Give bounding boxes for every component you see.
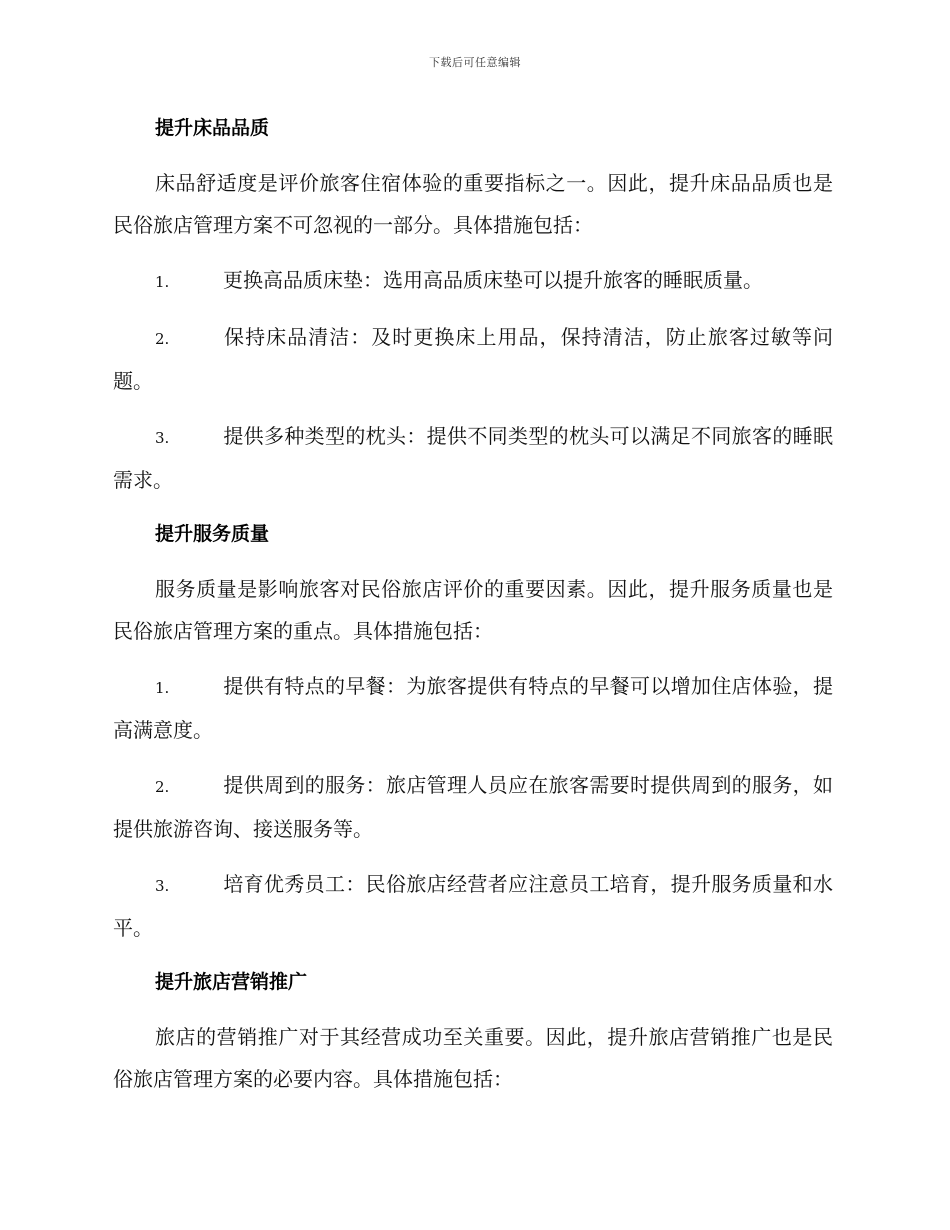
list-item-number: 1. [155, 679, 170, 697]
list-item [113, 764, 833, 850]
section-intro: 服务质量是影响旅客对民俗旅店评价的重要因素。因此，提升服务质量也是民俗旅店管理方案的重点。具体措施包括： [113, 577, 833, 643]
list-item-text: 保持床品清洁：及时更换床上用品，保持清洁，防止旅客过敏等问题。 [113, 325, 833, 393]
section-service-quality [113, 514, 833, 949]
list-item-number: 2. [155, 778, 170, 796]
section-intro: 床品舒适度是评价旅客住宿体验的重要指标之一。因此，提升床品品质也是民俗旅店管理方案不可忽视的一部分。具体措施包括： [113, 171, 833, 237]
section-bedding-quality [113, 108, 833, 501]
list-item-text: 提供多种类型的枕头：提供不同类型的枕头可以满足不同旅客的睡眠需求。 [113, 424, 833, 492]
list-item [113, 665, 833, 751]
list-item-number: 3. [155, 429, 170, 447]
section-intro: 旅店的营销推广对于其经营成功至关重要。因此，提升旅店营销推广也是民俗旅店管理方案的必要内容。具体措施包括： [113, 1025, 833, 1091]
list-item-number: 3. [155, 877, 170, 895]
document-body [113, 108, 833, 1113]
list-item-text: 培育优秀员工：民俗旅店经营者应注意员工培育，提升服务质量和水平。 [113, 872, 833, 940]
page-header-note: 下载后可任意编辑 [429, 56, 521, 69]
list-item-text: 提供有特点的早餐：为旅客提供有特点的早餐可以增加住店体验，提高满意度。 [113, 674, 833, 742]
section-marketing [113, 962, 833, 1100]
list-item-text: 提供周到的服务：旅店管理人员应在旅客需要时提供周到的服务，如提供旅游咨询、接送服务等。 [113, 773, 833, 841]
section-heading: 提升床品品质 [155, 117, 270, 139]
list-item-number: 2. [155, 330, 170, 348]
list-item [113, 316, 833, 402]
section-heading: 提升服务质量 [155, 523, 270, 545]
list-item [113, 415, 833, 501]
list-item-number: 1. [155, 273, 170, 291]
list-item [113, 863, 833, 949]
list-item [113, 259, 833, 303]
list-item-text: 更换高品质床垫：选用高品质床垫可以提升旅客的睡眠质量。 [223, 268, 763, 292]
section-heading: 提升旅店营销推广 [155, 971, 308, 993]
